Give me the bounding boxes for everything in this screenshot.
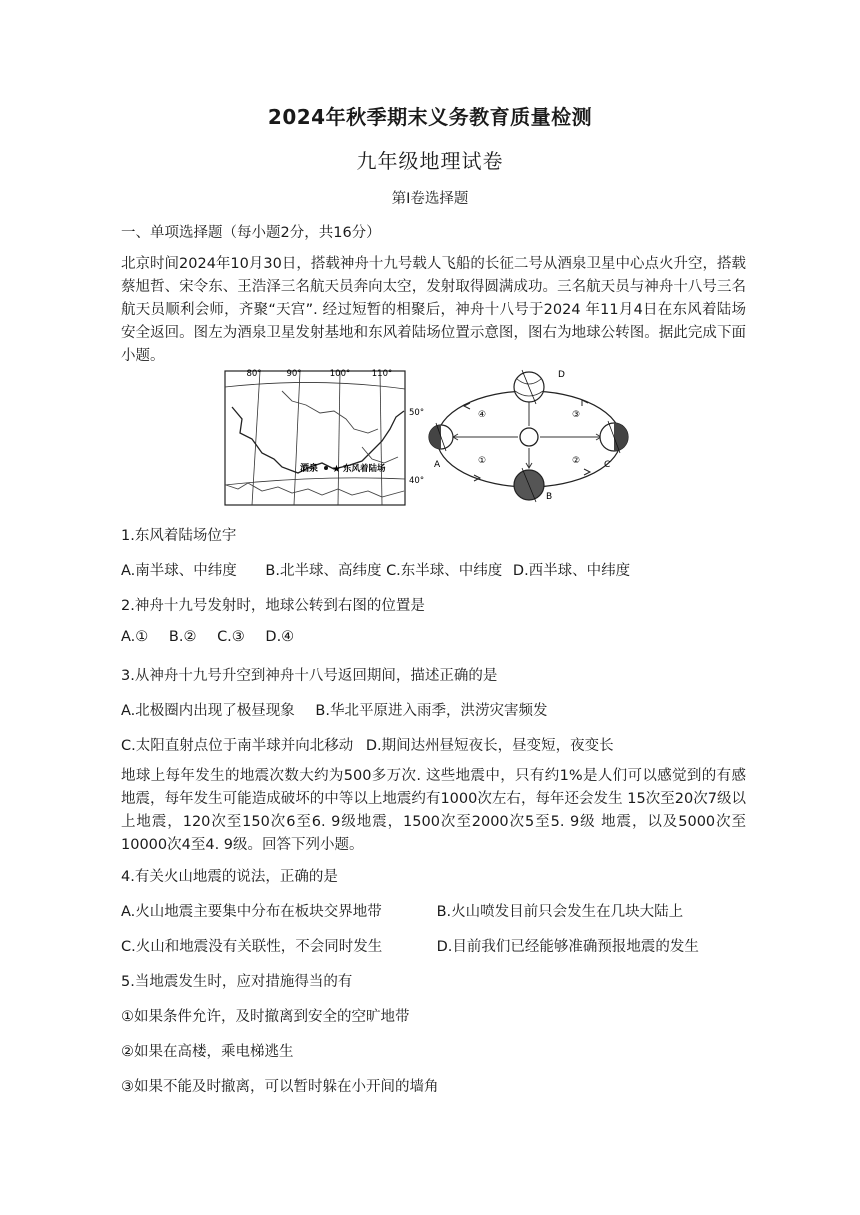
- question-3-stem: 3.从神舟十九号升空到神舟十八号返回期间，描述正确的是: [121, 668, 498, 684]
- position-label-c: C: [604, 460, 611, 470]
- orbit-figure: [429, 370, 628, 502]
- earth-position-c: [600, 421, 628, 453]
- exam-title: 2024年秋季期末义务教育质量检测: [267, 105, 593, 129]
- passage-2: 地球上每年发生的地震次数大约为500多万次. 这些地震中，只有约1%是人们可以感觉到的有感地震，每年发生可能造成破坏的中等以上地震约有1000次左右，每年还会发生 15次至20次7级以上地震，120次至150次6至6. 9级地震，1500次至2000次5至5. 9级 地震，以及5000次至10000次4至4. 9级。回答下列小题。: [121, 768, 746, 853]
- lon-label: 90°: [286, 369, 302, 379]
- lon-label: 80°: [246, 369, 262, 379]
- lon-label: 100°: [329, 369, 351, 379]
- star-icon: ★: [332, 464, 341, 475]
- earth-position-a: [429, 423, 453, 451]
- place-label-dongfeng: 东风着陆场: [343, 464, 386, 474]
- question-4-options-row2: [121, 935, 699, 956]
- jiuquan-marker: [324, 466, 328, 470]
- option: A.①: [121, 629, 149, 645]
- option: A.南半球、中纬度: [121, 563, 237, 579]
- option: A.北极圈内出现了极昼现象: [121, 703, 295, 719]
- sun-icon: [520, 428, 538, 446]
- option: B.北半球、高纬度: [265, 563, 382, 579]
- earth-position-b: [514, 468, 544, 502]
- passage-1: 北京时间2024年10月30日，搭载神舟十九号载人飞船的长征二号从酒泉卫星中心点火升空，搭载蔡旭哲、宋令东、王浩泽三名航天员奔向太空，发射取得圆满成功。三名航天员与神舟十八号三名航天员顺利会师，齐聚“天宫”. 经过短暂的相聚后，神舟十八号于2024 年11月4日在东风着陆场安全返回。图左为酒泉卫星发射基地和东风着陆场位置示意图，图右为地球公转图。据此完成下面小题。: [121, 256, 746, 364]
- option: C.太阳直射点位于南半球并向北移动: [121, 738, 354, 754]
- part-heading: 一、单项选择题（每小题2分，共16分）: [121, 225, 381, 241]
- option: C.火山和地震没有关联性，不会同时发生: [121, 939, 383, 955]
- question-5-item: ②如果在高楼，乘电梯逃生: [121, 1044, 294, 1060]
- exam-subtitle: 九年级地理试卷: [356, 149, 504, 173]
- question-5-item: ①如果条件允许，及时撤离到安全的空旷地带: [121, 1009, 410, 1025]
- place-label-jiuquan: 酒泉: [300, 464, 319, 474]
- question-4-stem: 4.有关火山地震的说法，正确的是: [121, 869, 338, 885]
- lat-label: 50°: [409, 408, 425, 418]
- orbit-marker: ①: [478, 456, 487, 466]
- map-figure: [225, 369, 424, 505]
- figure: [222, 367, 642, 509]
- earth-position-d: [514, 370, 544, 404]
- section-title: 第Ⅰ卷选择题: [391, 191, 469, 207]
- question-1-stem: 1.东风着陆场位宇: [121, 528, 237, 544]
- lat-label: 40°: [409, 476, 425, 486]
- position-label-a: A: [434, 460, 441, 470]
- option: D.④: [265, 629, 295, 645]
- option: C.③: [217, 629, 245, 645]
- position-label-b: B: [546, 492, 553, 502]
- question-3-options-row1: [121, 699, 547, 720]
- question-2-stem: 2.神舟十九号发射时，地球公转到右图的位置是: [121, 598, 425, 614]
- option: D.目前我们已经能够准确预报地震的发生: [436, 939, 699, 955]
- option: C.东半球、中纬度: [386, 563, 503, 579]
- option: D.期间达州昼短夜长，昼变短，夜变长: [365, 738, 614, 754]
- question-5-item: ③如果不能及时撤离，可以暂时躲在小开间的墙角: [121, 1079, 439, 1095]
- option: B.火山喷发目前只会发生在几块大陆上: [436, 904, 684, 920]
- option: D.西半球、中纬度: [512, 563, 631, 579]
- question-3-options-row2: [121, 734, 614, 755]
- question-1-options: [121, 559, 630, 580]
- lon-label: 110°: [371, 369, 393, 379]
- option: B.②: [168, 629, 197, 645]
- orbit-marker: ④: [478, 410, 487, 420]
- question-2-options: [121, 629, 294, 645]
- question-4-options-row1: [121, 900, 683, 921]
- question-5-stem: 5.当地震发生时，应对措施得当的有: [121, 974, 353, 990]
- orbit-marker: ②: [572, 456, 581, 466]
- position-label-d: D: [558, 370, 565, 380]
- option: B.华北平原进入雨季，洪涝灾害频发: [315, 703, 548, 719]
- orbit-marker: ③: [572, 410, 581, 420]
- option: A.火山地震主要集中分布在板块交界地带: [121, 904, 382, 920]
